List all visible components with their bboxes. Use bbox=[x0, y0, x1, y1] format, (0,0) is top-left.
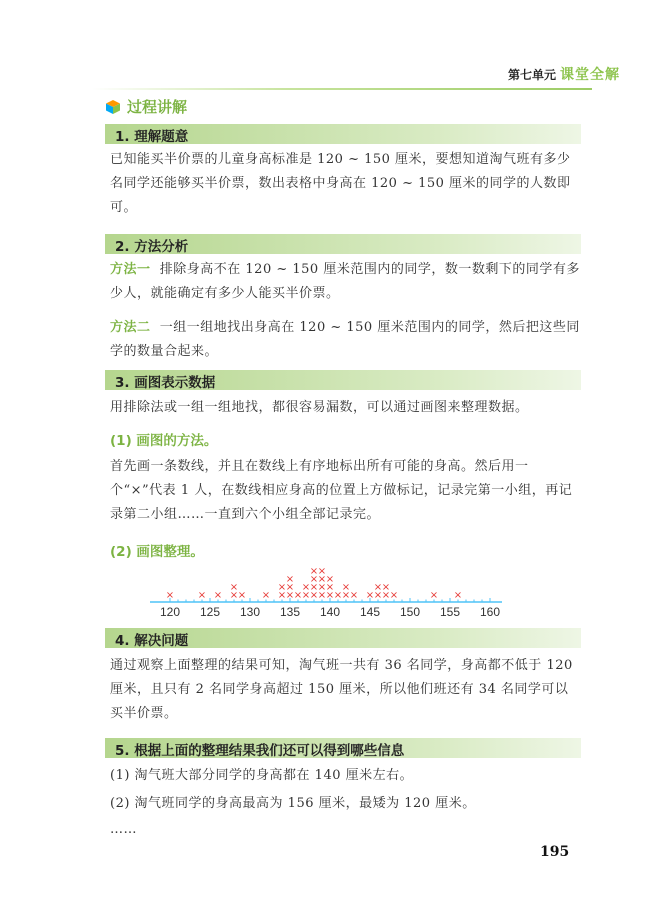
height-dot-plot bbox=[150, 556, 510, 622]
cross-mark: × bbox=[277, 590, 287, 601]
subheading: (2) 画图整理。 bbox=[110, 544, 204, 560]
cross-mark: × bbox=[197, 590, 207, 601]
cube-icon bbox=[105, 99, 121, 115]
tick-label: 130 bbox=[239, 605, 261, 619]
info-line: (1) 淘气班大部分同学的身高都在 140 厘米左右。 bbox=[110, 768, 414, 783]
cross-mark: × bbox=[365, 590, 375, 601]
cross-mark: × bbox=[317, 582, 327, 593]
section-bar-3 bbox=[105, 370, 581, 390]
cross-mark: × bbox=[309, 566, 319, 577]
section-heading: 2. 方法分析 bbox=[115, 239, 189, 255]
cross-mark: × bbox=[317, 590, 327, 601]
paragraph: 通过观察上面整理的结果可知，淘气班一共有 36 名同学，身高都不低于 120 厘米，且只有 2 名同学身高超过 150 厘米，所以他们班还有 34 名同学可以买半价票。 bbox=[110, 658, 573, 721]
cross-mark: × bbox=[325, 582, 335, 593]
tick-label: 150 bbox=[399, 605, 421, 619]
cross-mark: × bbox=[317, 574, 327, 585]
cross-mark: × bbox=[213, 590, 223, 601]
section-bar-4 bbox=[105, 628, 581, 648]
cross-mark: × bbox=[453, 590, 463, 601]
method-label: 方法一 bbox=[110, 262, 151, 277]
cross-mark: × bbox=[341, 582, 351, 593]
cross-mark: × bbox=[237, 590, 247, 601]
cross-mark: × bbox=[325, 590, 335, 601]
section-bar-2 bbox=[105, 234, 581, 254]
cross-mark: × bbox=[285, 582, 295, 593]
cross-mark: × bbox=[341, 590, 351, 601]
ellipsis: …… bbox=[110, 822, 137, 837]
section-heading: 3. 画图表示数据 bbox=[115, 375, 216, 391]
cross-mark: × bbox=[325, 574, 335, 585]
cross-mark: × bbox=[229, 582, 239, 593]
section-bar-5 bbox=[105, 738, 581, 758]
tick-label: 140 bbox=[319, 605, 341, 619]
method-text: 排除身高不在 120 ~ 150 厘米范围内的同学，数一数剩下的同学有多少人，就能确定有多少人能买半价票。 bbox=[110, 262, 580, 301]
cross-mark: × bbox=[229, 590, 239, 601]
cross-mark: × bbox=[285, 574, 295, 585]
method-one bbox=[110, 258, 580, 306]
cross-mark: × bbox=[317, 566, 327, 577]
cross-mark: × bbox=[285, 590, 295, 601]
cross-mark: × bbox=[373, 590, 383, 601]
cross-mark: × bbox=[309, 590, 319, 601]
section-heading: 4. 解决问题 bbox=[115, 633, 189, 649]
header-divider bbox=[92, 88, 592, 90]
tick-label: 135 bbox=[279, 605, 301, 619]
method-label: 方法二 bbox=[110, 320, 151, 335]
cross-mark: × bbox=[301, 590, 311, 601]
paragraph: 已知能买半价票的儿童身高标准是 120 ~ 150 厘米，要想知道淘气班有多少名同学还能够买半价票，数出表格中身高在 120 ~ 150 厘米的同学的人数即可。 bbox=[110, 152, 571, 215]
tick-label: 155 bbox=[439, 605, 461, 619]
cross-mark: × bbox=[165, 590, 175, 601]
section-bar-1 bbox=[105, 124, 581, 144]
cross-mark: × bbox=[333, 590, 343, 601]
cross-mark: × bbox=[381, 582, 391, 593]
cross-mark: × bbox=[389, 590, 399, 601]
cross-mark: × bbox=[381, 590, 391, 601]
page-number: 195 bbox=[540, 844, 570, 860]
cross-mark: × bbox=[349, 590, 359, 601]
info-line: (2) 淘气班同学的身高最高为 156 厘米，最矮为 120 厘米。 bbox=[110, 796, 476, 811]
tick-label: 125 bbox=[199, 605, 221, 619]
section-badge: 课堂全解 bbox=[560, 67, 620, 83]
tick-label: 145 bbox=[359, 605, 381, 619]
cross-mark: × bbox=[293, 590, 303, 601]
section-heading: 1. 理解题意 bbox=[115, 129, 189, 145]
section-title bbox=[105, 96, 187, 117]
section-heading: 5. 根据上面的整理结果我们还可以得到哪些信息 bbox=[115, 743, 405, 759]
cross-mark: × bbox=[429, 590, 439, 601]
method-text: 一组一组地找出身高在 120 ~ 150 厘米范围内的同学，然后把这些同学的数量合起来。 bbox=[110, 320, 580, 359]
section-title-text: 过程讲解 bbox=[127, 98, 188, 116]
cross-mark: × bbox=[309, 582, 319, 593]
unit-label: 第七单元 bbox=[507, 67, 556, 82]
paragraph: 用排除法或一组一组地找，都很容易漏数，可以通过画图来整理数据。 bbox=[110, 400, 529, 415]
tick-label: 160 bbox=[479, 605, 501, 619]
paragraph: 首先画一条数线，并且在数线上有序地标出所有可能的身高。然后用一个“×”代表 1 人，在数线相应身高的位置上方做标记，记录完第一小组，再记录第二小组……一直到六个小组全部记录完。 bbox=[110, 459, 573, 522]
method-two bbox=[110, 316, 580, 364]
cross-mark: × bbox=[309, 574, 319, 585]
cross-mark: × bbox=[373, 582, 383, 593]
tick-label: 120 bbox=[159, 605, 181, 619]
cross-mark: × bbox=[301, 582, 311, 593]
subheading: (1) 画图的方法。 bbox=[110, 433, 218, 449]
cross-mark: × bbox=[261, 590, 271, 601]
cross-mark: × bbox=[277, 582, 287, 593]
page-header bbox=[440, 60, 620, 88]
